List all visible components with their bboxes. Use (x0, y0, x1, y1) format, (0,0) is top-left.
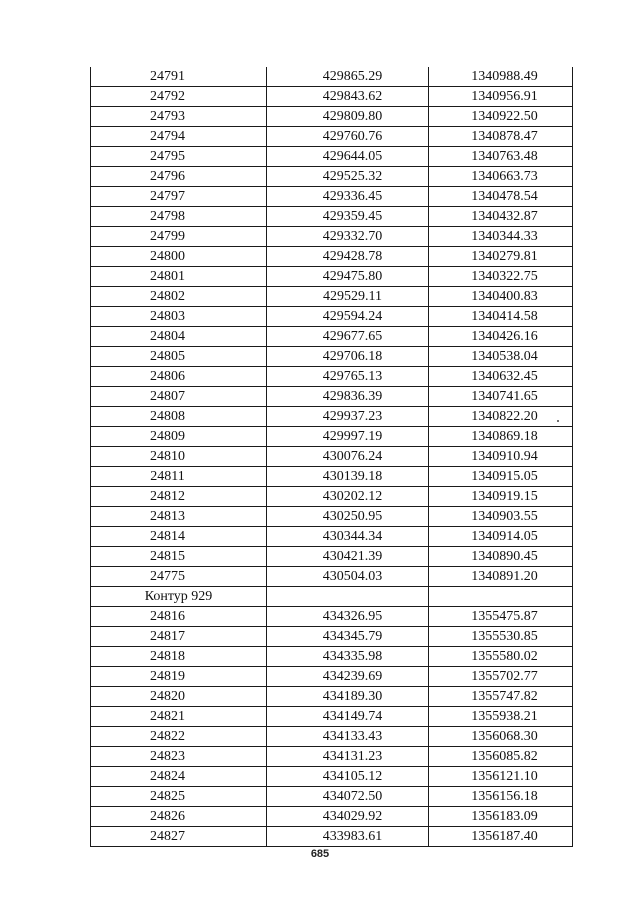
y-coordinate-cell: 1340432.87 (429, 207, 573, 227)
x-coordinate-cell: 434131.23 (267, 747, 429, 767)
point-number-cell: 24793 (91, 107, 267, 127)
y-coordinate-cell: 1355938.21 (429, 707, 573, 727)
x-coordinate-cell: 429594.24 (267, 307, 429, 327)
point-number-cell: 24814 (91, 527, 267, 547)
point-number-cell: 24825 (91, 787, 267, 807)
point-number-cell: 24811 (91, 467, 267, 487)
point-number-cell: 24822 (91, 727, 267, 747)
x-coordinate-cell: 430250.95 (267, 507, 429, 527)
table-row (91, 747, 573, 767)
table-row (91, 427, 573, 447)
x-coordinate-cell: 429997.19 (267, 427, 429, 447)
table-row (91, 727, 573, 747)
point-number-cell: 24799 (91, 227, 267, 247)
table-row (91, 67, 573, 87)
point-number-cell: 24800 (91, 247, 267, 267)
y-coordinate-cell: 1340632.45 (429, 367, 573, 387)
point-number-cell: 24813 (91, 507, 267, 527)
x-coordinate-cell: 429525.32 (267, 167, 429, 187)
x-coordinate-cell: 430421.39 (267, 547, 429, 567)
y-coordinate-cell (429, 587, 573, 607)
point-number-cell: 24807 (91, 387, 267, 407)
x-coordinate-cell: 429359.45 (267, 207, 429, 227)
x-coordinate-cell: 434105.12 (267, 767, 429, 787)
page-number: 685 (310, 848, 330, 860)
coordinates-table-body (91, 67, 573, 847)
x-coordinate-cell (267, 587, 429, 607)
point-number-cell: 24806 (91, 367, 267, 387)
point-number-cell: 24816 (91, 607, 267, 627)
point-number-cell: 24817 (91, 627, 267, 647)
y-coordinate-cell: 1340903.55 (429, 507, 573, 527)
x-coordinate-cell: 429760.76 (267, 127, 429, 147)
x-coordinate-cell: 433983.61 (267, 827, 429, 847)
table-row (91, 407, 573, 427)
y-coordinate-cell: 1340763.48 (429, 147, 573, 167)
y-coordinate-cell: 1355580.02 (429, 647, 573, 667)
table-row (91, 687, 573, 707)
point-number-cell: 24803 (91, 307, 267, 327)
x-coordinate-cell: 434326.95 (267, 607, 429, 627)
x-coordinate-cell: 434239.69 (267, 667, 429, 687)
point-number-cell: 24794 (91, 127, 267, 147)
x-coordinate-cell: 434072.50 (267, 787, 429, 807)
x-coordinate-cell: 429865.29 (267, 67, 429, 87)
table-row (91, 707, 573, 727)
y-coordinate-cell: 1340910.94 (429, 447, 573, 467)
y-coordinate-cell: 1340538.04 (429, 347, 573, 367)
y-coordinate-cell: 1340988.49 (429, 67, 573, 87)
coordinates-table (90, 67, 573, 847)
point-number-cell: 24809 (91, 427, 267, 447)
y-coordinate-cell: 1340344.33 (429, 227, 573, 247)
x-coordinate-cell: 429677.65 (267, 327, 429, 347)
table-row (91, 827, 573, 847)
y-coordinate-cell: 1340922.50 (429, 107, 573, 127)
point-number-cell: 24818 (91, 647, 267, 667)
table-row (91, 87, 573, 107)
point-number-cell: 24827 (91, 827, 267, 847)
point-number-cell: 24823 (91, 747, 267, 767)
y-coordinate-cell: 1340878.47 (429, 127, 573, 147)
x-coordinate-cell: 429529.11 (267, 287, 429, 307)
y-coordinate-cell: 1340956.91 (429, 87, 573, 107)
table-row (91, 287, 573, 307)
y-coordinate-cell: 1340400.83 (429, 287, 573, 307)
x-coordinate-cell: 434149.74 (267, 707, 429, 727)
y-coordinate-cell: 1355475.87 (429, 607, 573, 627)
table-row (91, 547, 573, 567)
table-row (91, 387, 573, 407)
table-row (91, 247, 573, 267)
y-coordinate-cell: 1356156.18 (429, 787, 573, 807)
point-number-cell: 24824 (91, 767, 267, 787)
x-coordinate-cell: 429843.62 (267, 87, 429, 107)
table-row (91, 167, 573, 187)
point-number-cell: 24792 (91, 87, 267, 107)
table-row (91, 147, 573, 167)
point-number-cell: 24805 (91, 347, 267, 367)
table-row (91, 307, 573, 327)
x-coordinate-cell: 429706.18 (267, 347, 429, 367)
y-coordinate-cell: 1340822.20 (429, 407, 573, 427)
point-number-cell: 24826 (91, 807, 267, 827)
x-coordinate-cell: 434335.98 (267, 647, 429, 667)
x-coordinate-cell: 434189.30 (267, 687, 429, 707)
point-number-cell: 24801 (91, 267, 267, 287)
table-row (91, 367, 573, 387)
y-coordinate-cell: 1356121.10 (429, 767, 573, 787)
point-number-cell: 24795 (91, 147, 267, 167)
point-number-cell: 24796 (91, 167, 267, 187)
y-coordinate-cell: 1340414.58 (429, 307, 573, 327)
y-coordinate-cell: 1340869.18 (429, 427, 573, 447)
table-row (91, 327, 573, 347)
x-coordinate-cell: 430139.18 (267, 467, 429, 487)
x-coordinate-cell: 430344.34 (267, 527, 429, 547)
y-coordinate-cell: 1340914.05 (429, 527, 573, 547)
x-coordinate-cell: 434029.92 (267, 807, 429, 827)
table-row (91, 607, 573, 627)
y-coordinate-cell: 1340478.54 (429, 187, 573, 207)
point-number-cell: 24815 (91, 547, 267, 567)
x-coordinate-cell: 429428.78 (267, 247, 429, 267)
table-row (91, 667, 573, 687)
table-row (91, 487, 573, 507)
table-row (91, 627, 573, 647)
table-row (91, 187, 573, 207)
table-row (91, 507, 573, 527)
x-coordinate-cell: 429644.05 (267, 147, 429, 167)
x-coordinate-cell: 430504.03 (267, 567, 429, 587)
table-row (91, 467, 573, 487)
y-coordinate-cell: 1340663.73 (429, 167, 573, 187)
table-row (91, 567, 573, 587)
point-number-cell: 24791 (91, 67, 267, 87)
point-number-cell: 24812 (91, 487, 267, 507)
y-coordinate-cell: 1356068.30 (429, 727, 573, 747)
point-number-cell: 24804 (91, 327, 267, 347)
y-coordinate-cell: 1340426.16 (429, 327, 573, 347)
point-number-cell: 24802 (91, 287, 267, 307)
table-row (91, 267, 573, 287)
table-row (91, 207, 573, 227)
point-number-cell: 24819 (91, 667, 267, 687)
y-coordinate-cell: 1340891.20 (429, 567, 573, 587)
x-coordinate-cell: 429836.39 (267, 387, 429, 407)
x-coordinate-cell: 429475.80 (267, 267, 429, 287)
x-coordinate-cell: 429332.70 (267, 227, 429, 247)
x-coordinate-cell: 429336.45 (267, 187, 429, 207)
y-coordinate-cell: 1356183.09 (429, 807, 573, 827)
table-row (91, 767, 573, 787)
y-coordinate-cell: 1340322.75 (429, 267, 573, 287)
y-coordinate-cell: 1340890.45 (429, 547, 573, 567)
contour-header-row (91, 587, 573, 607)
x-coordinate-cell: 429937.23 (267, 407, 429, 427)
point-number-cell: 24808 (91, 407, 267, 427)
table-row (91, 227, 573, 247)
y-coordinate-cell: 1356085.82 (429, 747, 573, 767)
y-coordinate-cell: 1355747.82 (429, 687, 573, 707)
x-coordinate-cell: 429809.80 (267, 107, 429, 127)
point-number-cell: 24821 (91, 707, 267, 727)
y-coordinate-cell: 1356187.40 (429, 827, 573, 847)
table-row (91, 527, 573, 547)
scan-speck (557, 420, 559, 422)
y-coordinate-cell: 1340741.65 (429, 387, 573, 407)
x-coordinate-cell: 434133.43 (267, 727, 429, 747)
table-row (91, 447, 573, 467)
point-number-cell: 24798 (91, 207, 267, 227)
table-row (91, 347, 573, 367)
y-coordinate-cell: 1340915.05 (429, 467, 573, 487)
point-number-cell: 24775 (91, 567, 267, 587)
x-coordinate-cell: 430202.12 (267, 487, 429, 507)
y-coordinate-cell: 1355530.85 (429, 627, 573, 647)
table-row (91, 127, 573, 147)
y-coordinate-cell: 1340279.81 (429, 247, 573, 267)
table-row (91, 647, 573, 667)
contour-label: Контур 929 (91, 587, 267, 607)
y-coordinate-cell: 1340919.15 (429, 487, 573, 507)
x-coordinate-cell: 434345.79 (267, 627, 429, 647)
x-coordinate-cell: 429765.13 (267, 367, 429, 387)
table-row (91, 787, 573, 807)
x-coordinate-cell: 430076.24 (267, 447, 429, 467)
point-number-cell: 24797 (91, 187, 267, 207)
y-coordinate-cell: 1355702.77 (429, 667, 573, 687)
point-number-cell: 24820 (91, 687, 267, 707)
table-row (91, 107, 573, 127)
table-row (91, 807, 573, 827)
point-number-cell: 24810 (91, 447, 267, 467)
